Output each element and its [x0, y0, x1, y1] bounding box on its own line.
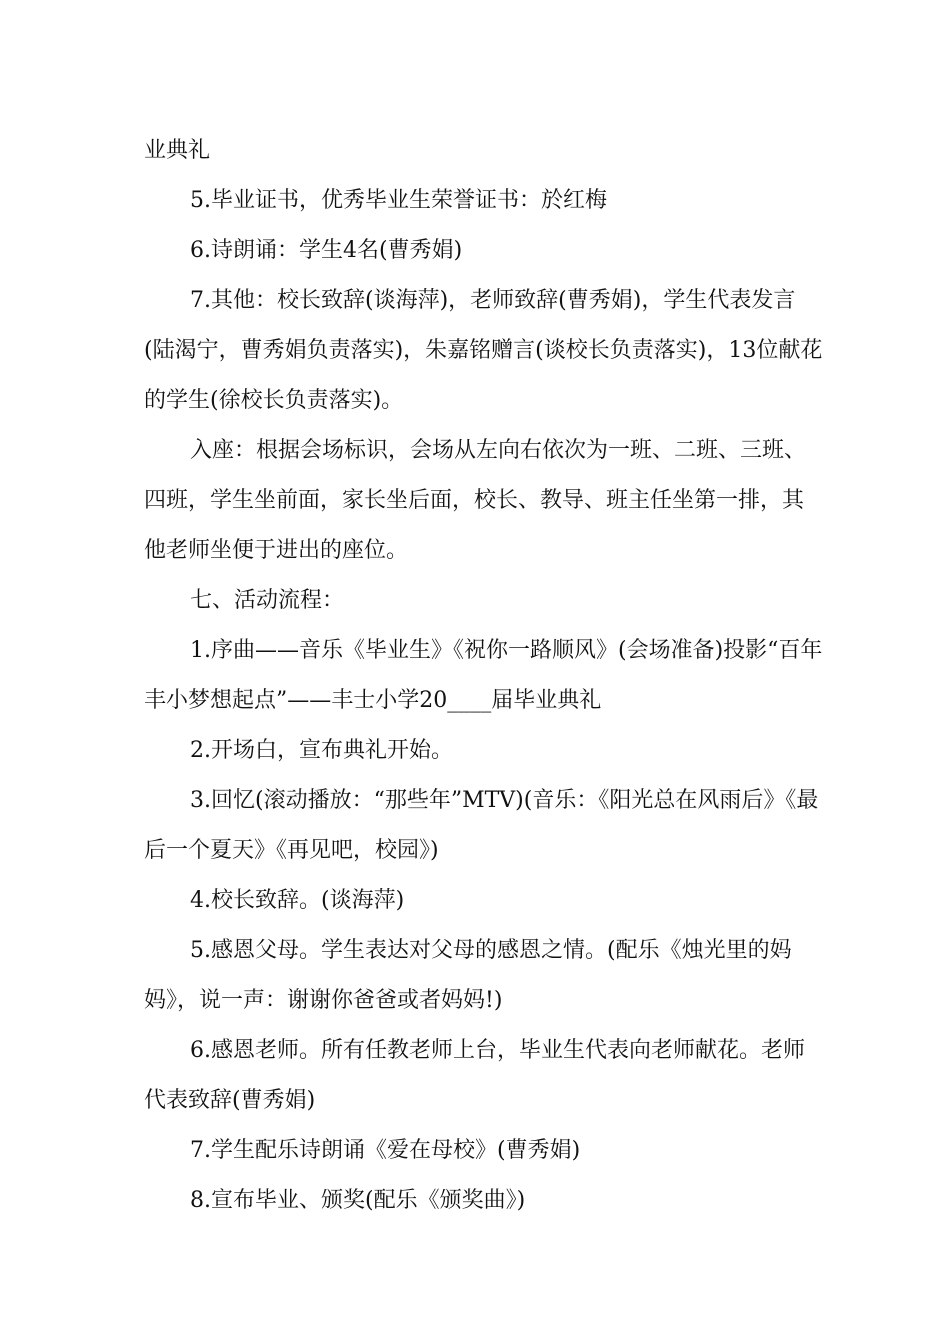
- paragraph-flow-7: 7.学生配乐诗朗诵《爱在母校》(曹秀娟): [190, 1138, 581, 1163]
- paragraph-flow-8: 8.宣布毕业、颁奖(配乐《颁奖曲》): [190, 1188, 526, 1213]
- paragraph-flow-3: 3.回忆(滚动播放：“那些年”MTV)(音乐：《阳光总在风雨后》《最后一个夏天》《再见吧，校园》): [144, 788, 819, 863]
- paragraph-other: 7.其他：校长致辞(谈海萍)，老师致辞(曹秀娟)，学生代表发言(陆渴宁，曹秀娟负责落实)，朱嘉铭赠言(谈校长负责落实)，13位献花的学生(徐校长负责落实)。: [144, 288, 823, 413]
- paragraph-flow-5: 5.感恩父母。学生表达对父母的感恩之情。(配乐《烛光里的妈妈》，说一声：谢谢你爸爸或者妈妈!): [144, 938, 792, 1013]
- paragraph-continuation: 业典礼: [144, 138, 211, 163]
- document-body: [144, 126, 824, 1226]
- paragraph-flow-1: 1.序曲——音乐《毕业生》《祝你一路顺风》(会场准备)投影“百年丰小梦想起点”——丰士小学20____届毕业典礼: [144, 638, 823, 713]
- paragraph-flow-2: 2.开场白，宣布典礼开始。: [190, 738, 453, 763]
- section-heading-activity-flow: 七、活动流程：: [190, 588, 345, 613]
- paragraph-flow-4: 4.校长致辞。(谈海萍): [190, 888, 405, 913]
- paragraph-certificates: 5.毕业证书，优秀毕业生荣誉证书：於红梅: [190, 188, 607, 213]
- paragraph-flow-6: 6.感恩老师。所有任教老师上台，毕业生代表向老师献花。老师代表致辞(曹秀娟): [144, 1038, 805, 1113]
- paragraph-poem-recital: 6.诗朗诵：学生4名(曹秀娟): [190, 238, 463, 263]
- paragraph-seating: 入座：根据会场标识，会场从左向右依次为一班、二班、三班、四班，学生坐前面，家长坐后面，校长、教导、班主任坐第一排，其他老师坐便于进出的座位。: [144, 438, 807, 563]
